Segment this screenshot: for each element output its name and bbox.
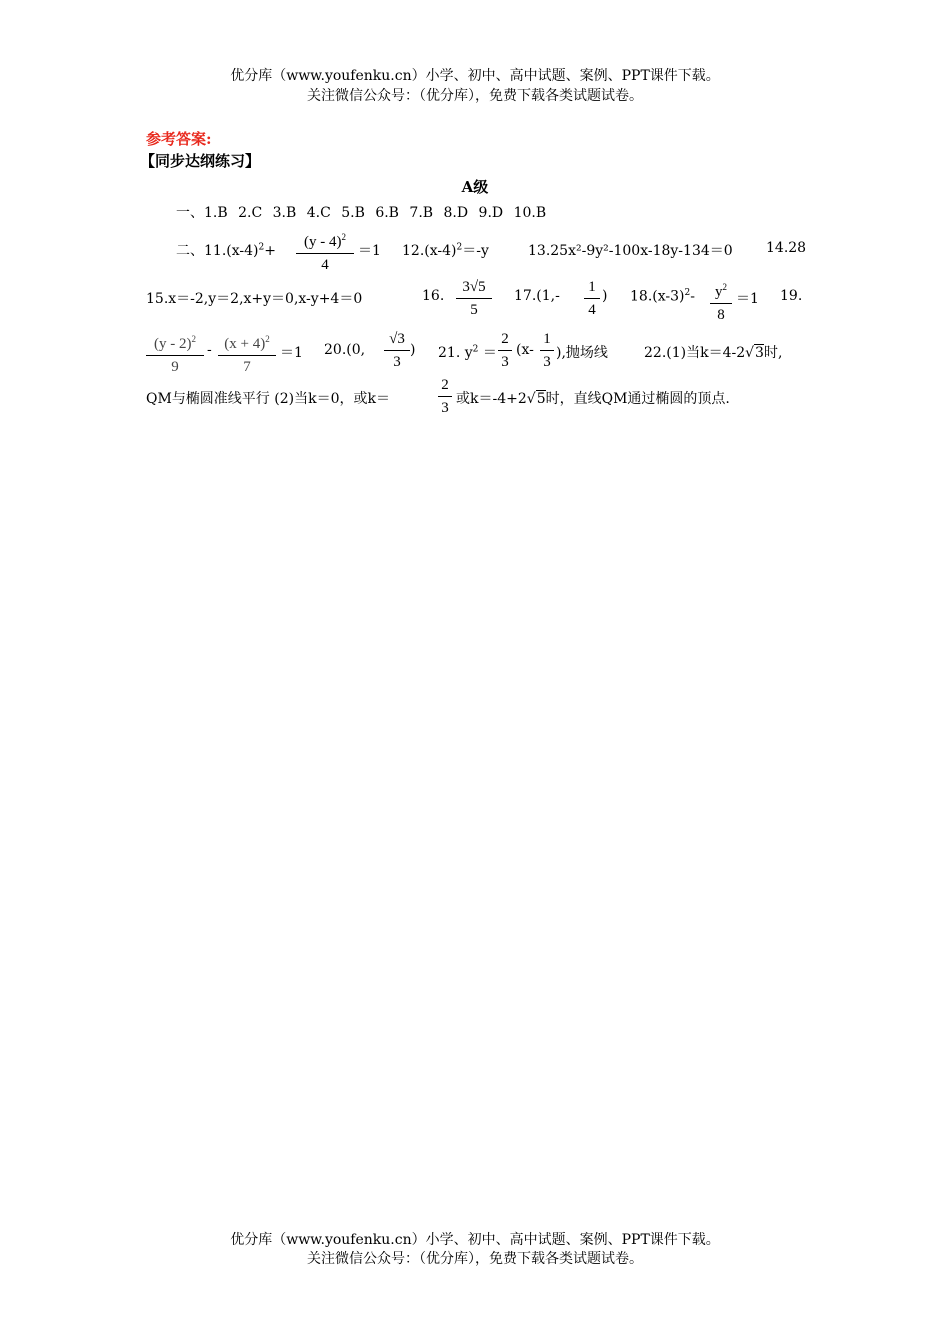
- q11-prefix: 二、$11.(x-4)^2+$: [176, 242, 276, 259]
- q18-fraction: $y^2$ 8: [710, 276, 732, 326]
- q22-part2-a: QM与椭圆准线平行 (2)当k＝0，或k＝: [146, 391, 390, 407]
- q14-answer: 14.28: [766, 240, 807, 256]
- q20-label: 20.(0,: [324, 342, 366, 358]
- q21-mid: (x-: [516, 342, 534, 358]
- footer-line-2: 关注微信公众号：（优分库），免费下载各类试题试卷。: [307, 1251, 643, 1267]
- q21-fraction-2: 1 3: [540, 328, 554, 373]
- q19-fraction-2: $(x + 4)^2$ 7: [218, 328, 276, 378]
- level-heading: A级: [461, 178, 489, 196]
- part1-answers: 一、1.B 2.C 3.B 4.C 5.B 6.B 7.B 8.D 9.D 10.B: [176, 205, 547, 221]
- q21-label: 21. $y^2$ ＝: [438, 344, 497, 361]
- q11-fraction: (y - 4)$^2$ 4: [296, 226, 354, 276]
- q15-answer: 15.x＝-2,y＝2,x+y＝0,x-y+4＝0: [146, 291, 363, 307]
- q18-label: $18.(x-3)^2-$: [630, 288, 695, 305]
- q20-fraction: √3 3: [384, 328, 410, 373]
- header-line-2: 关注微信公众号：（优分库），免费下载各类试题试卷。: [307, 88, 643, 104]
- q13-answer: 13.25x²-9y²-100x-18y-134＝0: [528, 243, 733, 259]
- q11-rhs: ＝1: [358, 243, 381, 259]
- answer-title: 参考答案:: [146, 130, 212, 148]
- q22-part2-b: 或k＝-4+2√5时，直线QM通过椭圆的顶点.: [456, 391, 730, 407]
- q18-rhs: ＝1: [736, 291, 759, 307]
- q22-part1: 22.(1)当k＝4-2√3时,: [644, 345, 783, 361]
- q19-label: 19.: [780, 288, 803, 304]
- q19-fraction-1: (y - 2)$^2$ 9: [146, 328, 204, 378]
- q21-close: ),抛场线: [556, 345, 608, 361]
- q19-rhs: ＝1: [280, 345, 303, 361]
- q17-fraction: 1 4: [584, 276, 600, 321]
- q16-label: 16.: [422, 288, 445, 304]
- q16-fraction: 3√5 5: [456, 276, 492, 321]
- q17-close: ): [602, 288, 608, 304]
- section-title: 【同步达纲练习】: [140, 152, 261, 170]
- q17-label: 17.(1,-: [514, 288, 560, 304]
- q12-answer: $12.(x-4)^2=-y$: [402, 242, 489, 259]
- q19-minus: -: [207, 342, 212, 358]
- q21-fraction-1: 2 3: [498, 328, 512, 373]
- q22-fraction: 2 3: [438, 374, 452, 419]
- q20-close: ): [410, 342, 416, 358]
- footer-line-1: 优分库（www.youfenku.cn）小学、初中、高中试题、案例、PPT课件下载。: [230, 1232, 720, 1248]
- header-line-1: 优分库（www.youfenku.cn）小学、初中、高中试题、案例、PPT课件下载。: [230, 68, 720, 84]
